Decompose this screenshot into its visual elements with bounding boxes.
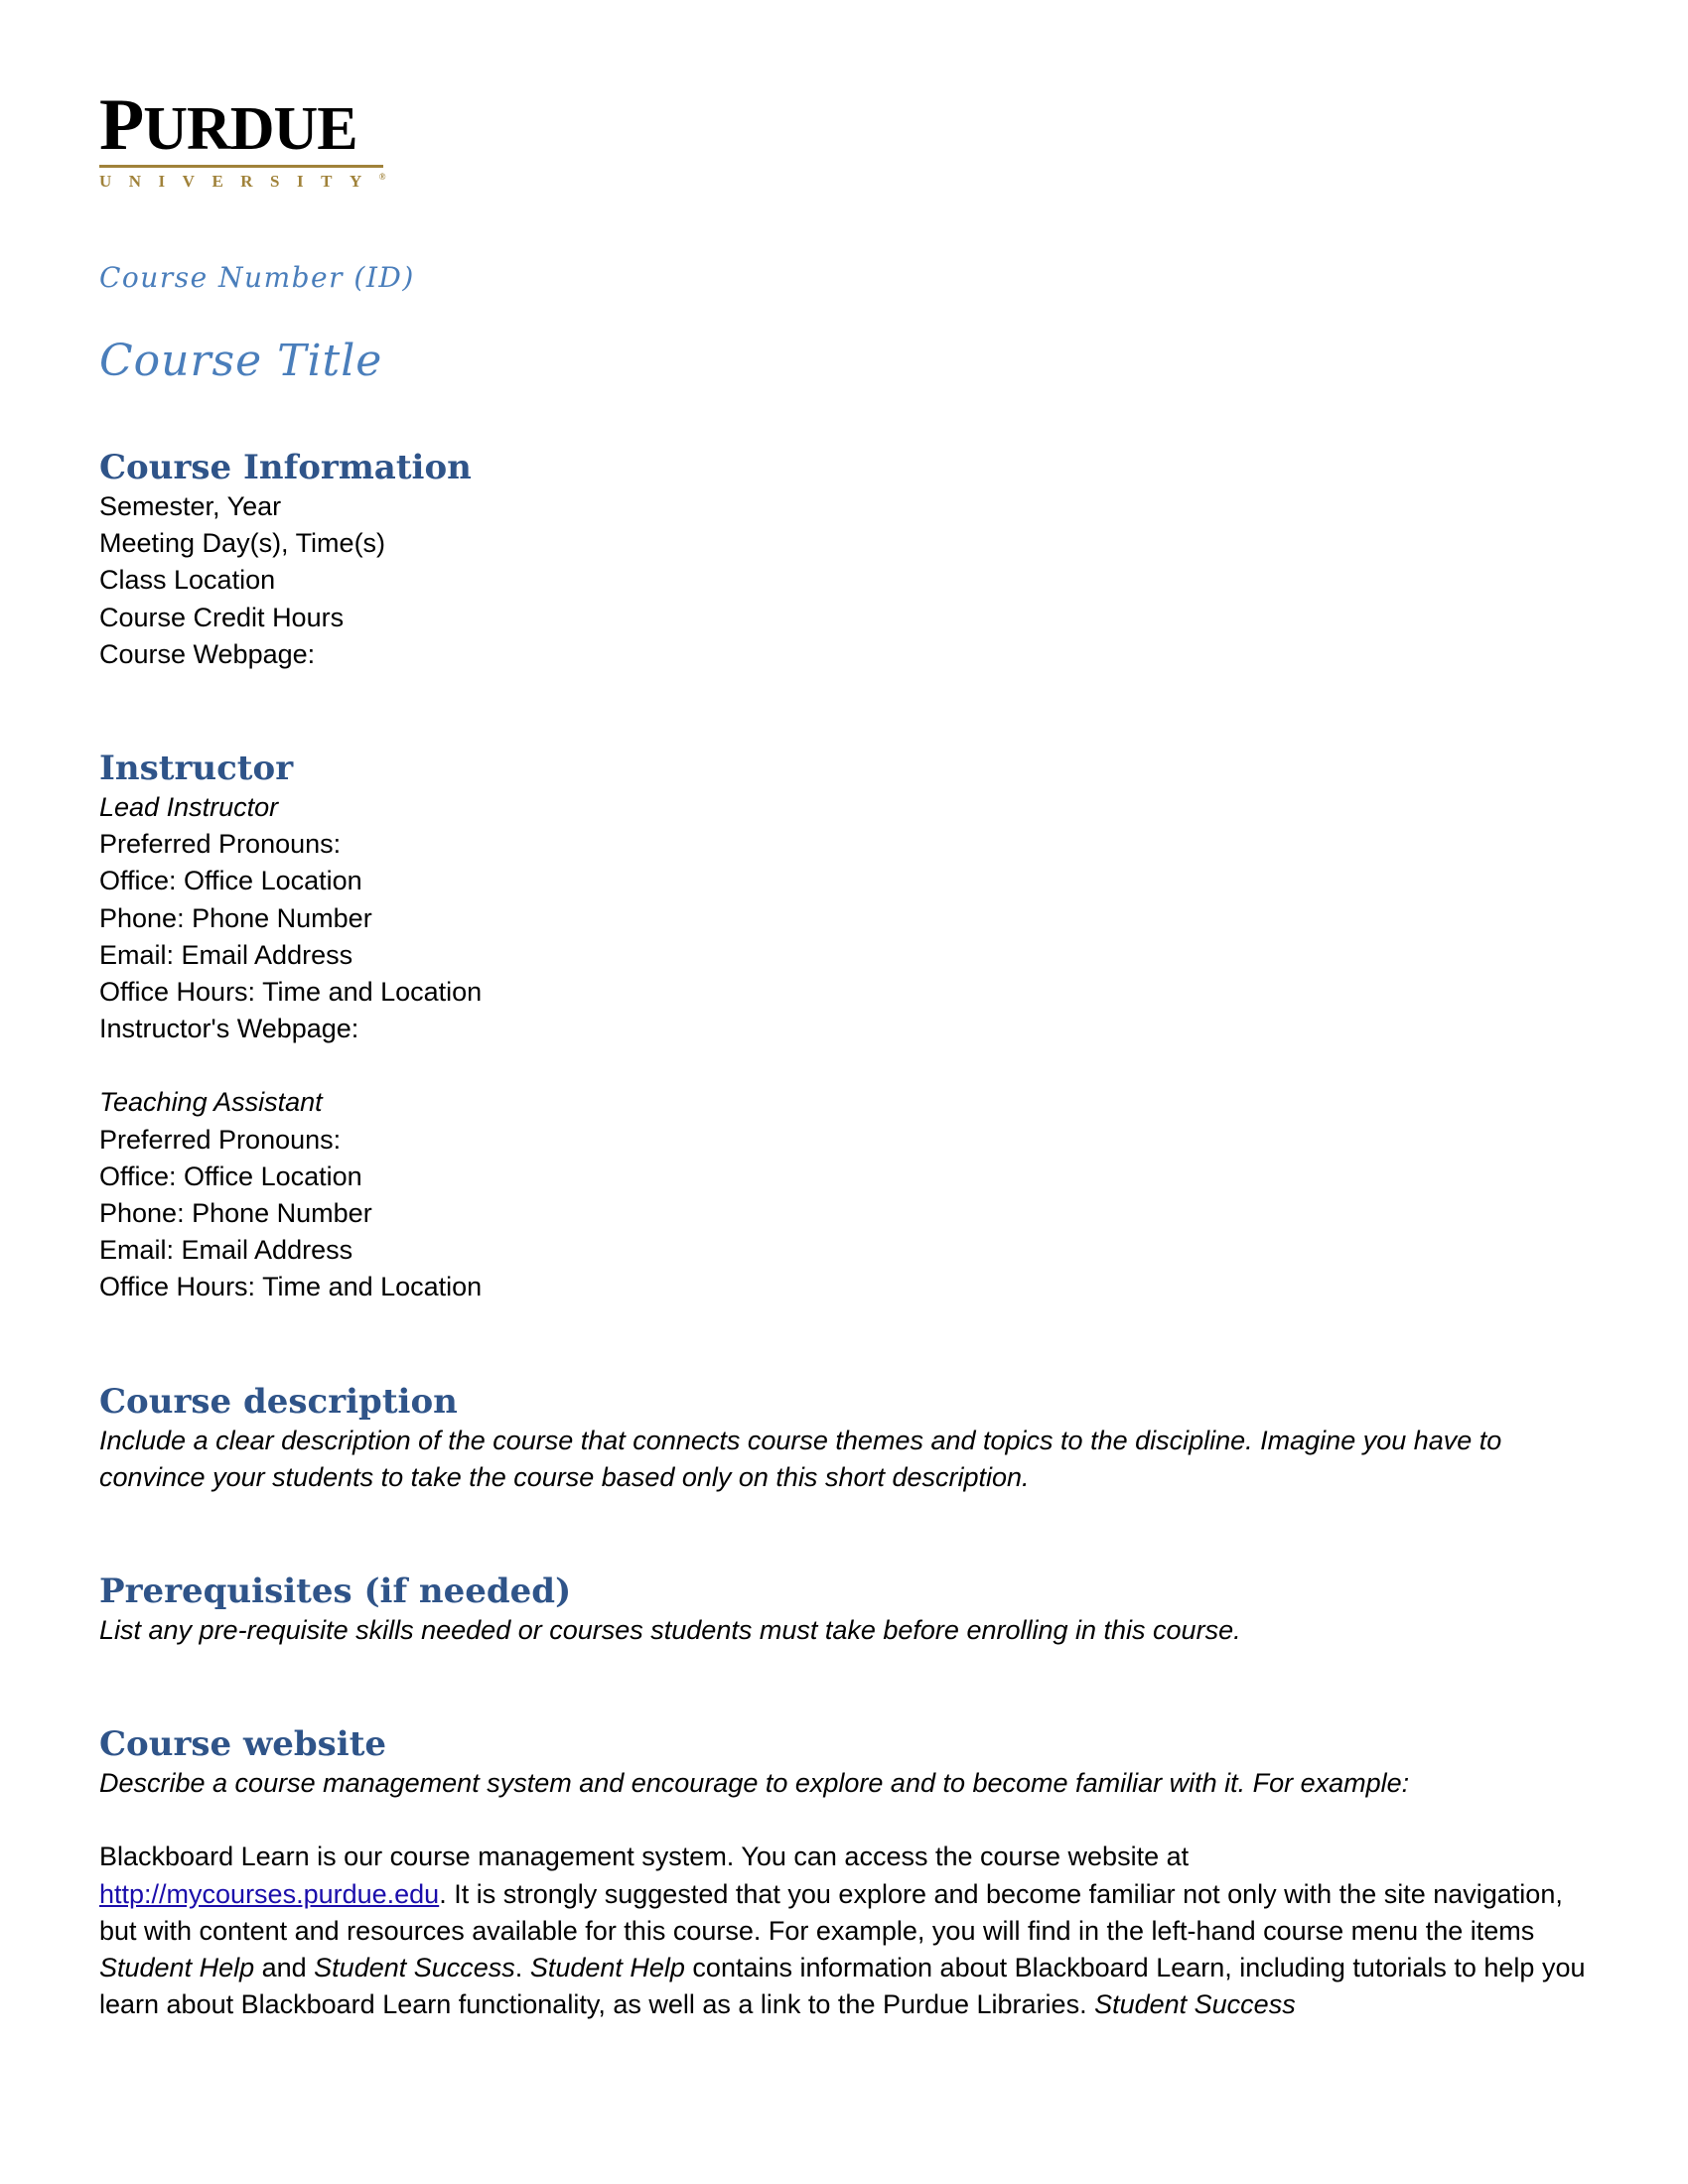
ta-line: Office: Office Location [99,1160,362,1191]
course-description-heading: Course description [99,1381,458,1422]
course-description-text: Include a clear description of the course that connects course themes and topics to the discipline. Imagine you have to convince your students to take the course based only on this short description. [99,1425,1502,1492]
course-title: Course Title [99,336,383,386]
student-help-term: Student Help [99,1953,255,1983]
instructor-heading: Instructor [99,749,294,789]
ta-line: Preferred Pronouns: [99,1124,342,1155]
purdue-logo [99,84,407,192]
course-website-intro: Describe a course management system and encourage to explore and to become familiar with it. For example: [99,1768,1410,1799]
lead-instructor-line: Preferred Pronouns: [99,829,342,860]
prerequisites-heading: Prerequisites (if needed) [99,1571,572,1612]
lead-instructor-line: Email: Email Address [99,939,353,970]
student-success-term: Student Success [314,1953,515,1983]
info-line: Course Webpage: [99,638,316,669]
student-success-term: Student Success [1094,1989,1296,2020]
course-number: Course Number (ID) [99,261,415,294]
logo-wordmark: PURDUE [99,84,357,166]
ta-line: Phone: Phone Number [99,1198,372,1229]
course-information-section [99,447,1589,673]
mycourses-link[interactable]: http://mycourses.purdue.edu [99,1878,440,1909]
info-line: Semester, Year [99,491,282,521]
lead-instructor-line: Office: Office Location [99,866,362,896]
lead-instructor-line: Instructor's Webpage: [99,1014,359,1044]
ta-line: Office Hours: Time and Location [99,1272,483,1302]
info-line: Class Location [99,565,276,596]
student-help-term: Student Help [529,1953,685,1983]
prerequisites-section [99,1570,1589,1649]
course-website-paragraph: Blackboard Learn is our course management system. You can access the course website at http://mycourses.purdue.edu. It is strongly suggested that you explore and become familiar not only with the site navigation, but with content and resources available for this course. For example, you will find in the left-hand course menu the items Student Help and Student Success. Student Help contains information about Blackboard Learn, including tutorials to help you learn about Blackboard Learn functionality, as well as a link to the Purdue Libraries. Student Success [99,1842,1586,2020]
document-body [99,260,1589,2023]
teaching-assistant-label: Teaching Assistant [99,1087,323,1118]
course-information-heading: Course Information [99,448,472,487]
prerequisites-text: List any pre-requisite skills needed or courses students must take before enrolling in this course. [99,1615,1241,1646]
logo-subtitle: UNIVERSITY® [99,172,386,191]
course-description-section [99,1381,1589,1496]
info-line: Meeting Day(s), Time(s) [99,528,386,559]
lead-instructor-line: Phone: Phone Number [99,902,372,933]
ta-line: Email: Email Address [99,1235,353,1266]
course-website-section [99,1723,1589,2023]
course-website-heading: Course website [99,1724,387,1765]
instructor-section [99,748,1589,1306]
info-line: Course Credit Hours [99,602,345,632]
lead-instructor-label: Lead Instructor [99,792,279,823]
lead-instructor-line: Office Hours: Time and Location [99,977,483,1008]
